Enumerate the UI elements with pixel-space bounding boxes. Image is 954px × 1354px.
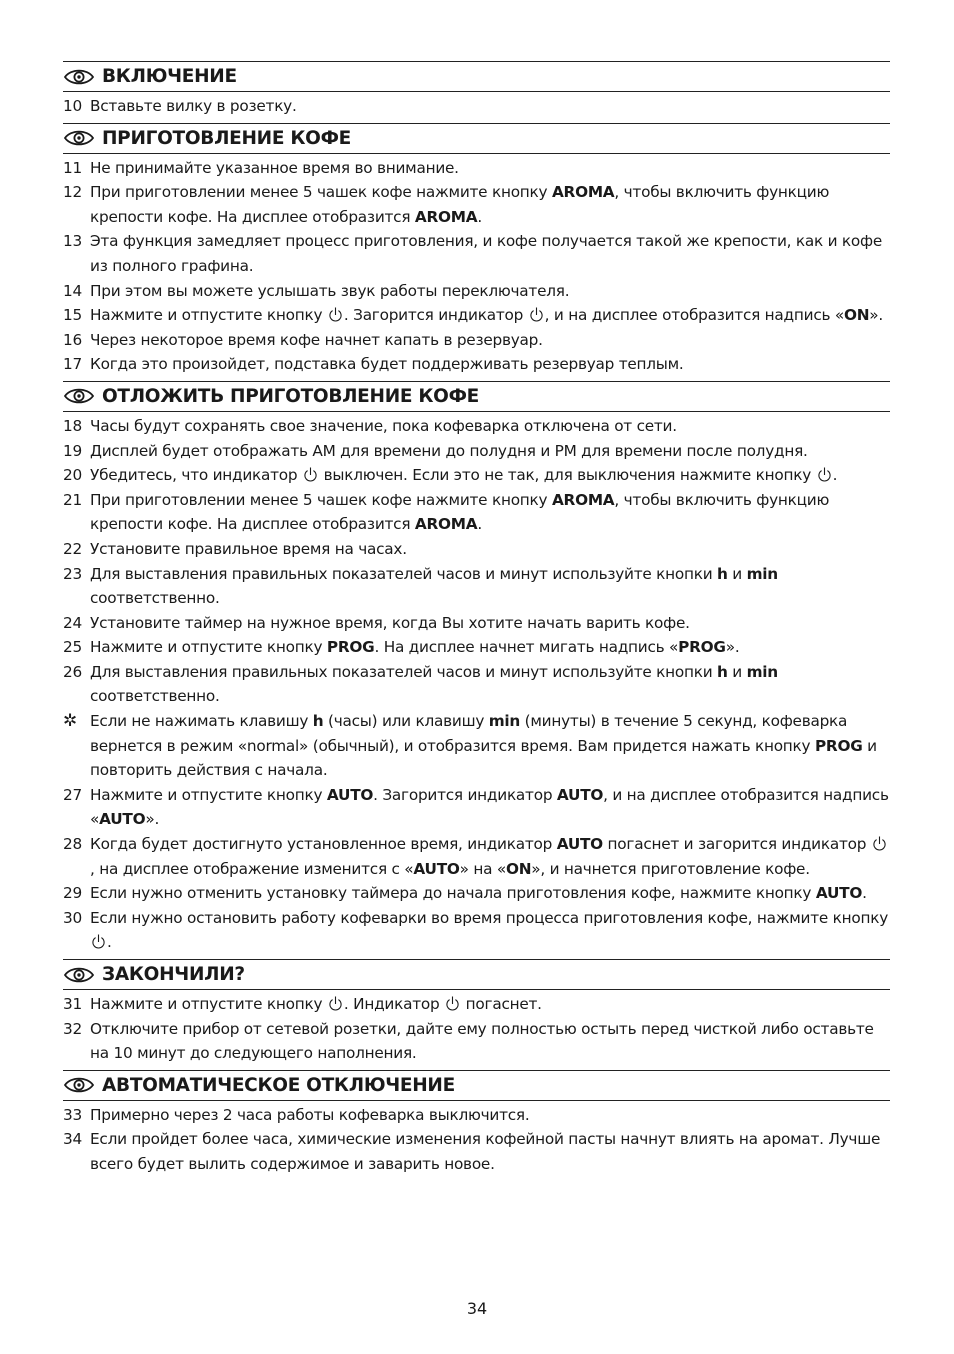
section-title: ПРИГОТОВЛЕНИЕ КОФЕ: [102, 127, 351, 149]
item-number: 17: [63, 355, 82, 374]
text-run: .: [477, 515, 482, 534]
item-text: [90, 488, 890, 537]
list-item: [63, 156, 890, 181]
text-run: », и начнется приготовление кофе.: [531, 859, 810, 878]
list-item: [63, 611, 890, 636]
item-number: 26: [63, 662, 82, 681]
item-number: 29: [63, 884, 82, 903]
list-item: [63, 180, 890, 229]
item-number: 33: [63, 1105, 82, 1124]
text-run: Нажмите и отпустите кнопку: [90, 638, 327, 657]
eye-icon: [63, 966, 95, 984]
item-text: [90, 303, 890, 328]
item-text: [90, 279, 890, 304]
text-run: При этом вы можете услышать звук работы переключателя.: [90, 281, 570, 300]
section-title: АВТОМАТИЧЕСКОЕ ОТКЛЮЧЕНИЕ: [102, 1074, 455, 1096]
text-run: выключен. Если это не так, для выключения нажмите кнопку: [319, 466, 816, 485]
instruction-list: [63, 156, 890, 377]
text-run: .: [832, 466, 838, 485]
power-icon: [328, 995, 343, 1012]
item-number: 13: [63, 232, 82, 251]
eye-icon: [63, 1076, 95, 1094]
list-item: [63, 992, 890, 1017]
button-label: PROG: [326, 638, 375, 657]
item-text: [90, 1017, 890, 1066]
item-text: [90, 562, 890, 611]
item-text: [90, 783, 890, 832]
button-label: PROG: [678, 638, 726, 657]
item-text: [90, 611, 890, 636]
item-text: [90, 881, 890, 906]
text-run: Нажмите и отпустите кнопку: [90, 306, 327, 325]
list-item: [63, 94, 890, 119]
button-label: min: [746, 564, 778, 583]
text-run: При приготовлении менее 5 чашек кофе нажмите кнопку: [90, 183, 552, 202]
list-item: [63, 537, 890, 562]
text-run: Если не нажимать клавишу: [90, 712, 313, 731]
text-run: Дисплей будет отображать AM для времени до полудня и PM для времени после полудня.: [90, 441, 808, 460]
item-number: 14: [63, 281, 82, 300]
item-text: [90, 463, 890, 488]
list-item: [63, 328, 890, 353]
section-title: ОТЛОЖИТЬ ПРИГОТОВЛЕНИЕ КОФЕ: [102, 385, 479, 407]
item-text: [90, 414, 890, 439]
item-number: 30: [63, 908, 82, 927]
text-run: Когда это произойдет, подставка будет поддерживать резервуар теплым.: [90, 355, 684, 374]
list-item: [63, 881, 890, 906]
button-label: ON: [843, 306, 870, 325]
text-run: Отключите прибор от сетевой розетки, дайте ему полностью остыть перед чисткой либо оставьте на 10 минут до следующего наполнения.: [90, 1019, 874, 1063]
button-label: AUTO: [326, 785, 374, 804]
button-label: AROMA: [551, 490, 615, 509]
item-text: [90, 439, 890, 464]
list-item: [63, 660, 890, 709]
page-number: 34: [466, 1299, 488, 1318]
item-number: 20: [63, 466, 82, 485]
section-title: ЗАКОНЧИЛИ?: [102, 964, 245, 985]
item-number: 34: [63, 1130, 82, 1149]
item-text: [90, 832, 890, 881]
item-number: 16: [63, 330, 82, 349]
power-icon: [328, 306, 343, 323]
button-label: AUTO: [413, 859, 460, 878]
text-run: » на «: [459, 859, 506, 878]
instruction-list: [63, 414, 890, 955]
button-label: AROMA: [414, 207, 478, 226]
button-label: AUTO: [815, 884, 863, 903]
item-text: [90, 156, 890, 181]
text-run: и повторить действия с начала.: [90, 736, 877, 780]
item-number: 18: [63, 416, 82, 435]
power-icon: [872, 835, 887, 852]
text-run: Нажмите и отпустите кнопку: [90, 995, 327, 1013]
instruction-list: [63, 1103, 890, 1177]
text-run: Примерно через 2 часа работы кофеварка выключится.: [90, 1105, 530, 1124]
item-text: [90, 94, 890, 119]
list-item: [63, 488, 890, 537]
text-run: Если пройдет более часа, химические изменения кофейной пасты начнут влиять на аромат. Лучше всего будет вылить содержимое и заварить новое.: [90, 1130, 881, 1173]
text-run: , чтобы включить функцию крепости кофе. На дисплее отобразится: [90, 490, 830, 534]
item-number: 10: [63, 97, 82, 115]
button-label: h: [312, 712, 324, 731]
item-number: 27: [63, 785, 82, 804]
text-run: Через некоторое время кофе начнет капать в резервуар.: [90, 330, 543, 349]
item-text: [90, 328, 890, 353]
list-item: [63, 303, 890, 328]
button-label: AUTO: [556, 785, 604, 804]
section-title: ВКЛЮЧЕНИЕ: [102, 66, 237, 87]
text-run: погаснет.: [461, 995, 542, 1013]
item-number: 24: [63, 613, 82, 632]
document-page: [63, 61, 890, 1181]
list-item: [63, 463, 890, 488]
text-run: соответственно.: [90, 589, 220, 608]
section-heading: [63, 381, 890, 412]
text-run: Вставьте вилку в розетку.: [90, 97, 297, 115]
list-item: [63, 1103, 890, 1128]
item-number: 15: [63, 306, 82, 325]
button-label: AROMA: [551, 183, 615, 202]
text-run: ».: [869, 306, 884, 325]
section-heading: [63, 1070, 890, 1101]
button-label: ON: [505, 859, 532, 878]
instruction-list: [63, 992, 890, 1066]
eye-icon: [63, 68, 95, 86]
item-text: [90, 537, 890, 562]
list-item: [63, 1127, 890, 1176]
text-run: ».: [725, 638, 740, 657]
text-run: .: [477, 207, 482, 226]
item-number: 11: [63, 158, 82, 177]
item-number: 22: [63, 539, 82, 558]
note-star-icon: ✲: [63, 711, 77, 732]
item-text: [90, 229, 890, 278]
text-run: . На дисплее начнет мигать надпись «: [374, 638, 679, 657]
button-label: min: [746, 662, 778, 681]
item-text: [90, 1127, 890, 1176]
text-run: Установите правильное время на часах.: [90, 539, 407, 558]
text-run: . Загорится индикатор: [373, 785, 557, 804]
text-run: погаснет и загорится индикатор: [602, 835, 871, 854]
text-run: , на дисплее отображение изменится с «: [90, 859, 414, 878]
text-run: Эта функция замедляет процесс приготовления, и кофе получается такой же крепости, как и кофе из полного графина.: [90, 232, 882, 275]
item-number: 28: [63, 835, 82, 854]
list-item: [63, 562, 890, 611]
item-number: 31: [63, 995, 82, 1013]
note-item: [63, 709, 890, 783]
item-text: [90, 635, 890, 660]
item-text: [90, 352, 890, 377]
button-label: AUTO: [556, 835, 603, 854]
list-item: [63, 635, 890, 660]
list-item: [63, 439, 890, 464]
button-label: AUTO: [99, 810, 146, 829]
text-run: Для выставления правильных показателей часов и минут используйте кнопки: [90, 662, 718, 681]
text-run: Установите таймер на нужное время, когда Вы хотите начать варить кофе.: [90, 613, 690, 632]
button-label: h: [717, 662, 728, 681]
power-icon: [529, 306, 544, 323]
button-label: min: [488, 712, 521, 731]
text-run: При приготовлении менее 5 чашек кофе нажмите кнопку: [90, 490, 552, 509]
list-item: [63, 783, 890, 832]
text-run: и: [727, 662, 747, 681]
list-item: [63, 1017, 890, 1066]
button-label: AROMA: [414, 515, 478, 534]
text-run: Если нужно остановить работу кофеварки во время процесса приготовления кофе, нажмите кнопку: [90, 908, 889, 927]
text-run: Убедитесь, что индикатор: [90, 466, 302, 485]
list-item: [63, 906, 890, 955]
text-run: Если нужно отменить установку таймера до начала приготовления кофе, нажмите кнопку: [90, 884, 816, 903]
item-text: [90, 660, 890, 709]
item-number: 19: [63, 441, 82, 460]
eye-icon: [63, 387, 95, 405]
text-run: Нажмите и отпустите кнопку: [90, 785, 327, 804]
item-number: 12: [63, 183, 82, 202]
item-text: [90, 709, 890, 783]
item-text: [90, 180, 890, 229]
text-run: .: [107, 933, 112, 952]
button-label: h: [717, 564, 728, 583]
list-item: [63, 832, 890, 881]
power-icon: [303, 466, 318, 483]
button-label: PROG: [814, 736, 863, 755]
power-icon: [91, 933, 106, 950]
item-number: 23: [63, 564, 82, 583]
text-run: .: [862, 884, 867, 903]
item-number: 32: [63, 1019, 82, 1038]
text-run: и: [727, 564, 747, 583]
text-run: (минуты) в течение 5 секунд, кофеварка вернется в режим «normal» (обычный), и отобразится время. Вам придется нажать кнопку: [90, 712, 848, 755]
power-icon: [817, 466, 832, 483]
text-run: соответственно.: [90, 687, 220, 706]
item-text: [90, 992, 890, 1017]
list-item: [63, 414, 890, 439]
text-run: Часы будут сохранять свое значение, пока кофеварка отключена от сети.: [90, 416, 677, 435]
text-run: Для выставления правильных показателей часов и минут используйте кнопки: [90, 564, 718, 583]
text-run: , и на дисплее отобразится надпись «: [544, 306, 844, 325]
text-run: ».: [145, 810, 160, 829]
section-heading: [63, 61, 890, 92]
eye-icon: [63, 129, 95, 147]
text-run: Когда будет достигнуто установленное время, индикатор: [90, 835, 557, 854]
text-run: , чтобы включить функцию крепости кофе. На дисплее отобразится: [90, 183, 830, 226]
list-item: [63, 229, 890, 278]
text-run: Не принимайте указанное время во внимание.: [90, 158, 459, 177]
item-text: [90, 1103, 890, 1128]
list-item: [63, 352, 890, 377]
text-run: (часы) или клавишу: [323, 712, 489, 731]
item-text: [90, 906, 890, 955]
text-run: . Загорится индикатор: [343, 306, 528, 325]
list-item: [63, 279, 890, 304]
text-run: , и на дисплее отобразится надпись «: [90, 785, 889, 829]
instruction-list: [63, 94, 890, 119]
section-heading: [63, 959, 890, 990]
item-number: 21: [63, 490, 82, 509]
section-heading: [63, 123, 890, 154]
power-icon: [445, 995, 460, 1012]
text-run: . Индикатор: [343, 995, 445, 1013]
item-number: 25: [63, 638, 82, 657]
